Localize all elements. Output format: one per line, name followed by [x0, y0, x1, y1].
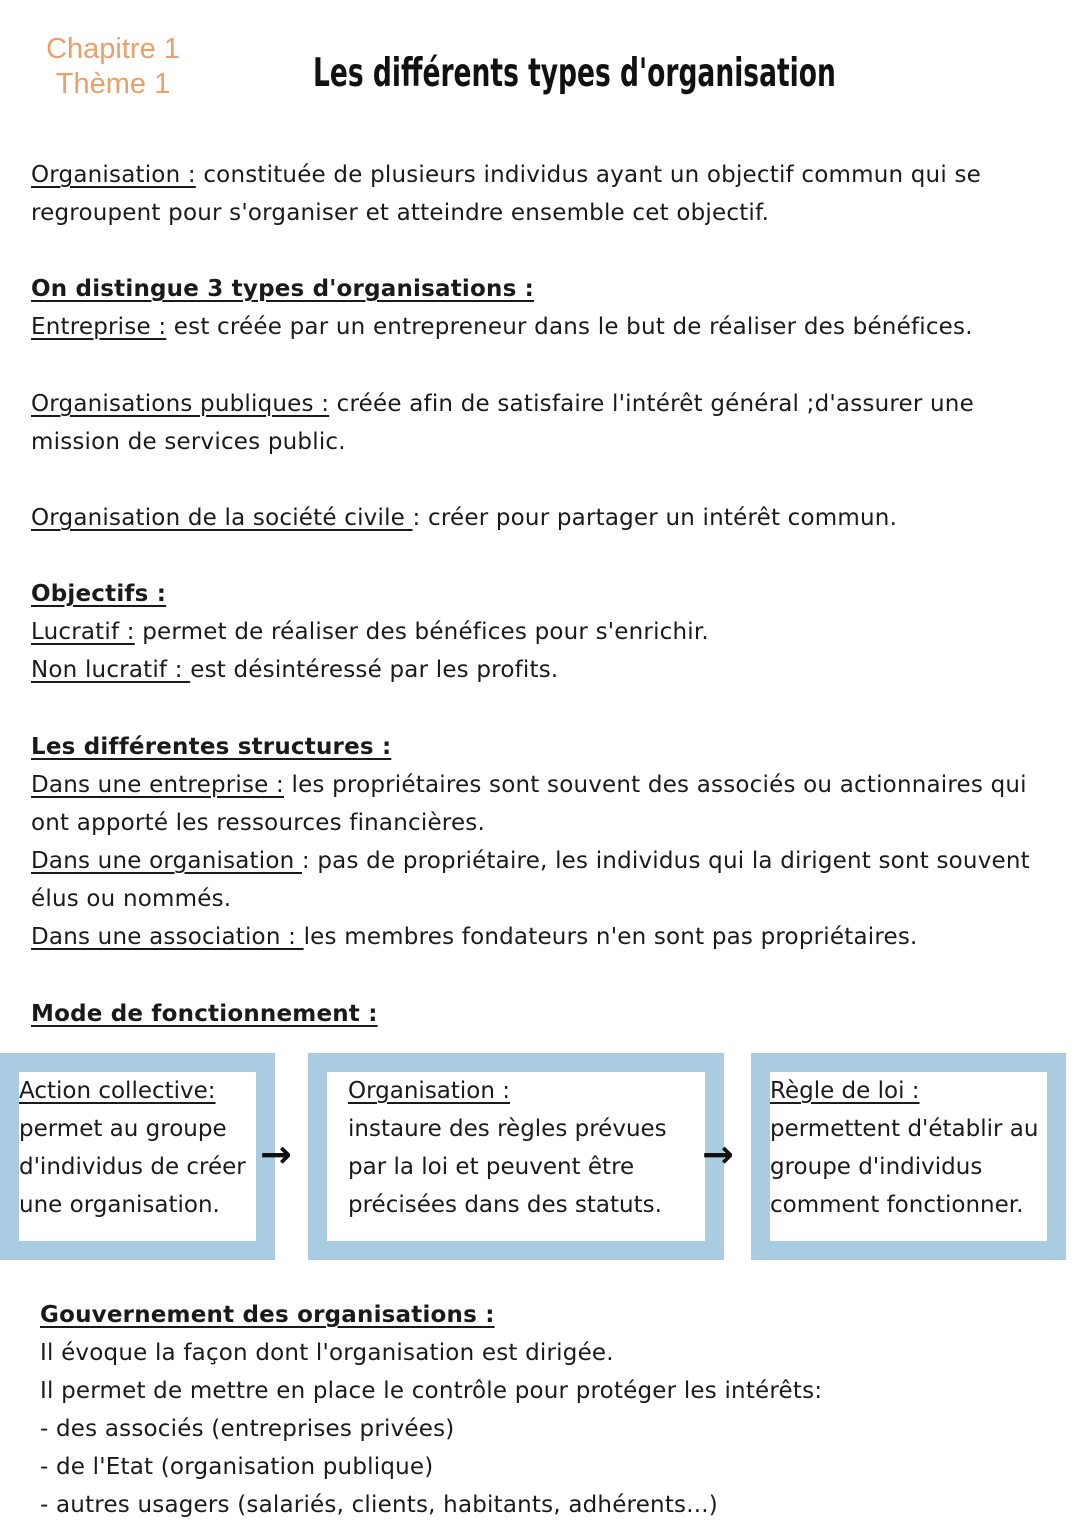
- lucratif-text: permet de réaliser des bénéfices pour s'enrichir.: [134, 619, 709, 645]
- structure-association-term: Dans une association :: [31, 924, 304, 950]
- flow-box-3-line-1: permettent d'établir au: [770, 1116, 1039, 1142]
- structure-entreprise-term: Dans une entreprise :: [31, 772, 284, 798]
- non-lucratif-term: Non lucratif :: [31, 657, 191, 683]
- publiques-text-2: mission de services public.: [31, 429, 346, 455]
- theme-text: Thème 1: [55, 68, 171, 100]
- lucratif-term: Lucratif :: [31, 619, 135, 645]
- civile-term: Organisation de la société civile: [31, 505, 413, 531]
- chapter-text: Chapitre 1: [46, 33, 180, 65]
- flow-box-1-line-2: d'individus de créer: [19, 1154, 246, 1180]
- definition-term: Organisation :: [31, 162, 196, 188]
- objectifs-block: [31, 575, 1041, 689]
- flow-box-2-line-2: par la loi et peuvent être: [348, 1154, 635, 1180]
- civile-text: : créer pour partager un intérêt commun.: [412, 505, 898, 531]
- arrow-right-icon: →: [260, 1132, 292, 1176]
- flow-box-1: [0, 1053, 275, 1260]
- arrow-right-icon: →: [702, 1132, 734, 1176]
- flow-box-1-title: Action collective:: [19, 1078, 216, 1104]
- gouvernement-item: - des associés (entreprises privées): [40, 1416, 455, 1442]
- types-heading: On distingue 3 types d'organisations :: [31, 276, 535, 302]
- flow-box-1-line-1: permet au groupe: [19, 1116, 227, 1142]
- mode-block: [31, 995, 1041, 1033]
- publiques-text-1: créée afin de satisfaire l'intérêt général ;d'assurer une: [329, 391, 974, 417]
- gouvernement-block: [40, 1296, 1050, 1524]
- mode-heading: Mode de fonctionnement :: [31, 1001, 378, 1027]
- flow-box-3-title: Règle de loi :: [770, 1078, 920, 1104]
- flow-box-1-line-3: une organisation.: [19, 1192, 220, 1218]
- flow-box-2-line-3: précisées dans des statuts.: [348, 1192, 662, 1218]
- structure-organisation-text-2: élus ou nommés.: [31, 886, 232, 912]
- flow-box-2: [308, 1053, 724, 1260]
- flow-box-1-content: [19, 1072, 256, 1241]
- definition-text-2: regroupent pour s'organiser et atteindre ensemble cet objectif.: [31, 200, 770, 226]
- page-title: Les différents types d'organisation: [313, 51, 836, 96]
- objectifs-heading: Objectifs :: [31, 581, 167, 607]
- gouvernement-line-1: Il évoque la façon dont l'organisation est dirigée.: [40, 1340, 614, 1366]
- definition-block: [31, 156, 1041, 232]
- entreprise-text: est créée par un entrepreneur dans le but de réaliser des bénéfices.: [166, 314, 973, 340]
- flow-box-2-title: Organisation :: [348, 1078, 511, 1104]
- structures-heading: Les différentes structures :: [31, 734, 392, 760]
- structure-entreprise-text-2: ont apporté les ressources financières.: [31, 810, 485, 836]
- structures-block: [31, 728, 1041, 956]
- publiques-term: Organisations publiques :: [31, 391, 330, 417]
- flow-box-3-line-3: comment fonctionner.: [770, 1192, 1024, 1218]
- flow-box-3-line-2: groupe d'individus: [770, 1154, 983, 1180]
- gouvernement-item: - autres usagers (salariés, clients, habitants, adhérents...): [40, 1492, 718, 1518]
- structure-association-text: les membres fondateurs n'en sont pas propriétaires.: [303, 924, 918, 950]
- structure-organisation-text-1: : pas de propriétaire, les individus qui la dirigent sont souvent: [301, 848, 1030, 874]
- flow-box-3: [751, 1053, 1066, 1260]
- non-lucratif-text: est désintéressé par les profits.: [190, 657, 559, 683]
- flow-box-2-content: [327, 1072, 705, 1241]
- entreprise-term: Entreprise :: [31, 314, 167, 340]
- civile-block: [31, 499, 1041, 537]
- gouvernement-line-2: Il permet de mettre en place le contrôle pour protéger les intérêts:: [40, 1378, 823, 1404]
- definition-text-1: constituée de plusieurs individus ayant un objectif commun qui se: [195, 162, 981, 188]
- publiques-block: [31, 385, 1041, 461]
- types-block: [31, 270, 1041, 346]
- chapter-label: [28, 32, 198, 102]
- gouvernement-item: - de l'Etat (organisation publique): [40, 1454, 434, 1480]
- flow-box-2-line-1: instaure des règles prévues: [348, 1116, 667, 1142]
- structure-entreprise-text-1: les propriétaires sont souvent des associés ou actionnaires qui: [283, 772, 1027, 798]
- flow-box-3-content: [770, 1072, 1047, 1241]
- structure-organisation-term: Dans une organisation: [31, 848, 302, 874]
- gouvernement-heading: Gouvernement des organisations :: [40, 1302, 495, 1328]
